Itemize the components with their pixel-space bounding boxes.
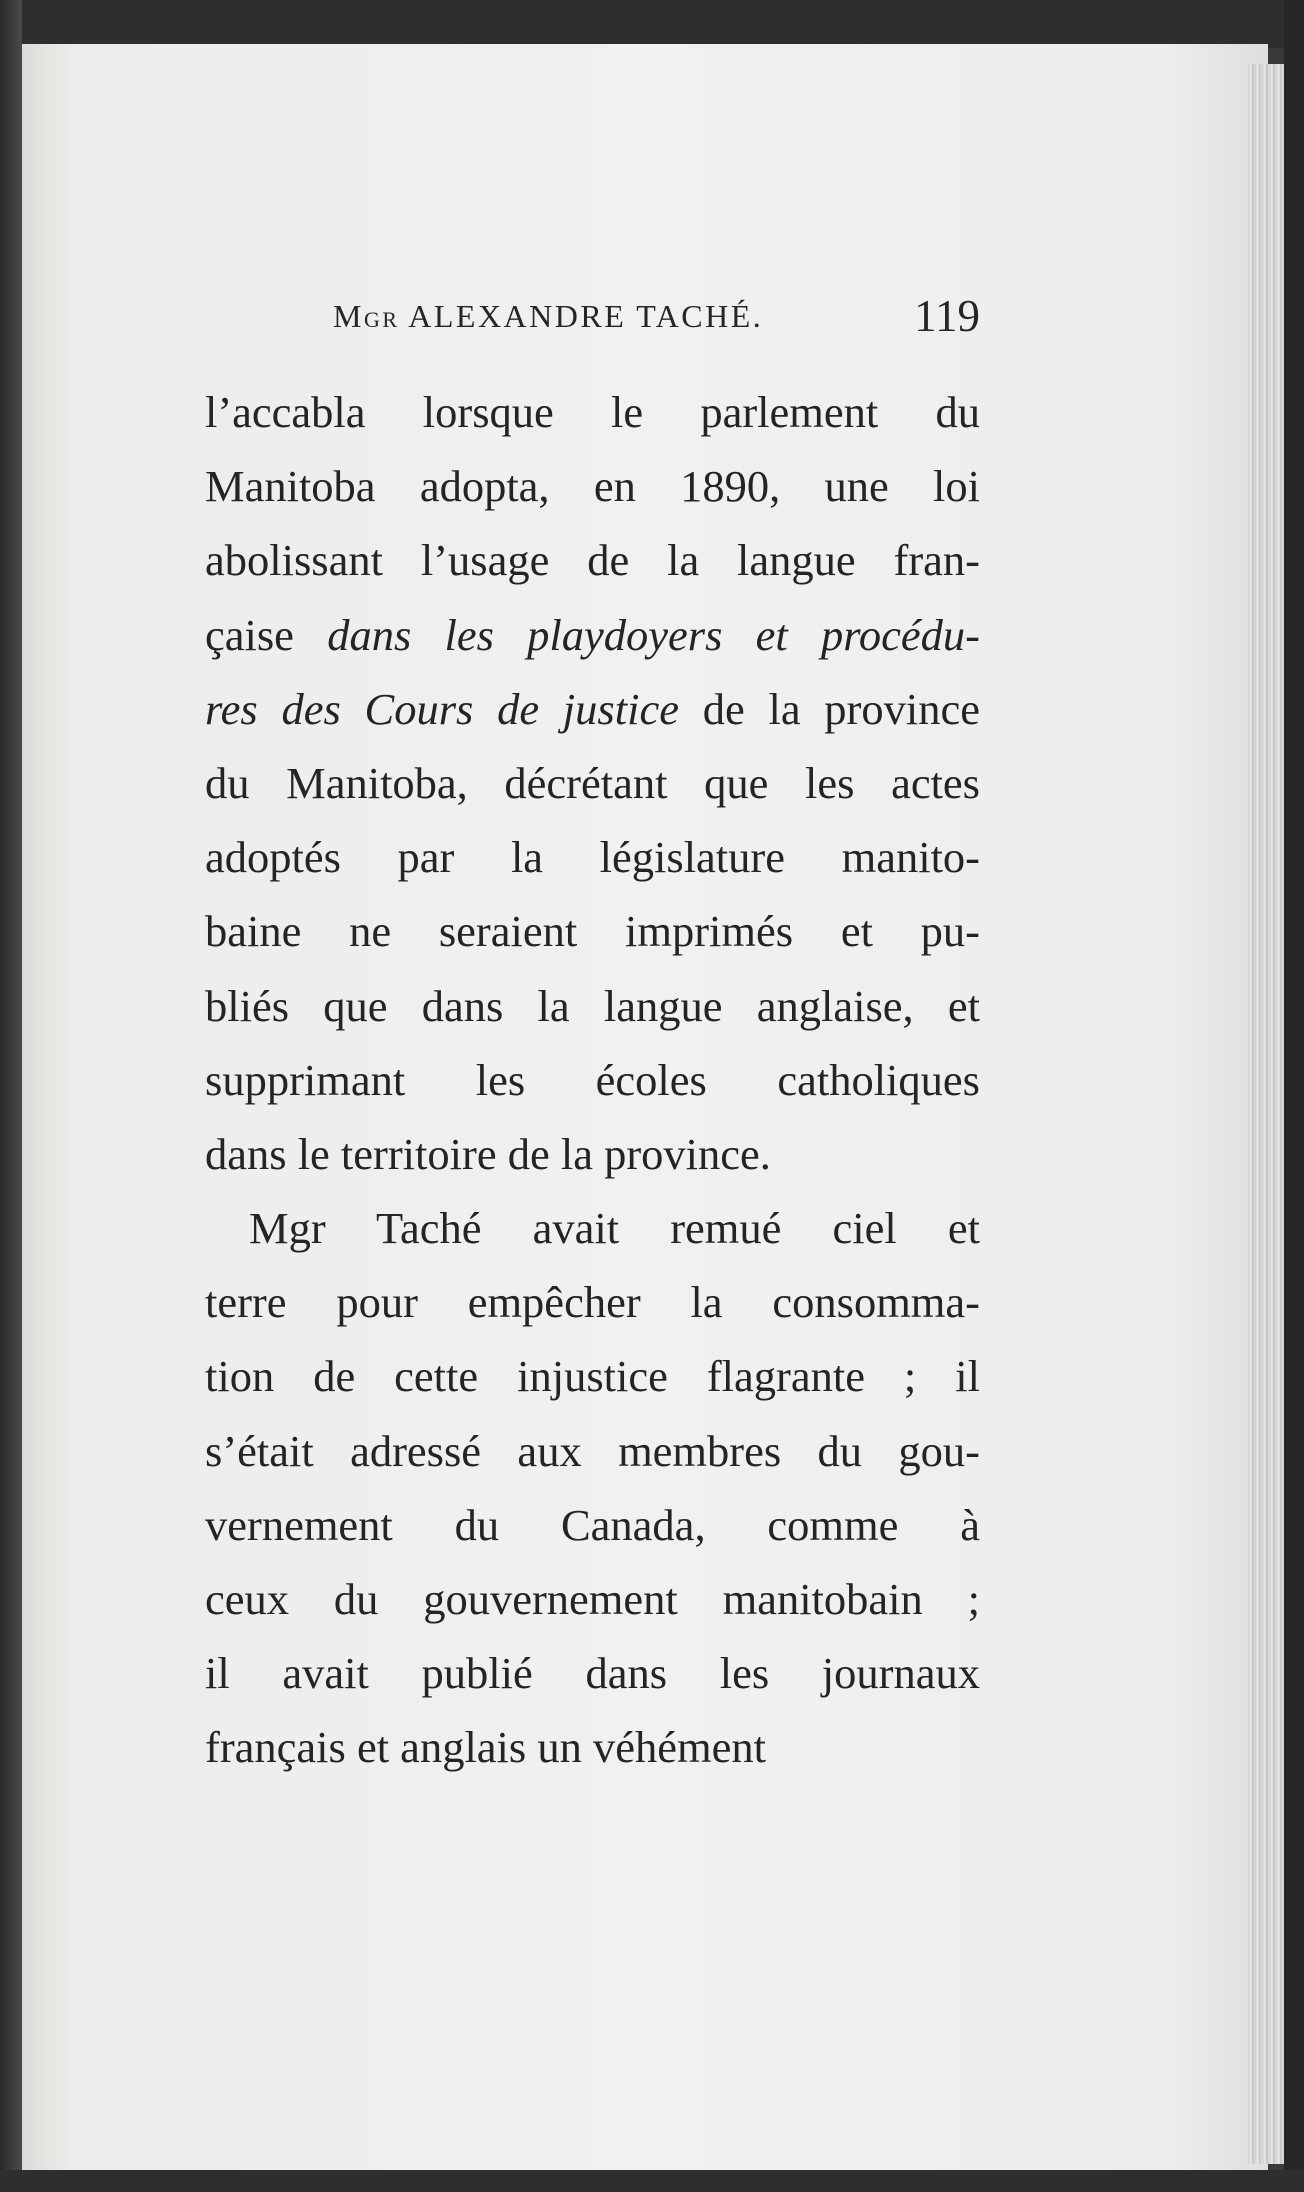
text-line [205,1562,980,1636]
text-line [205,1414,980,1488]
text-line [205,375,980,449]
paragraph [205,1191,980,1785]
scan-border-left [0,0,22,2192]
text-segment: français et anglais un véhément [205,1722,766,1773]
scan-border-top [0,0,1304,48]
text-line [205,1488,980,1562]
text-line [205,746,980,820]
text-segment: l’accabla lorsque le parlement du [205,387,980,437]
text-line [205,1117,980,1191]
text-line [205,1710,980,1784]
page-edge-stack [1248,64,1284,2164]
paragraph [205,375,980,1191]
text-segment: tion de cette injustice flagrante ; il [205,1351,980,1402]
text-line [205,598,980,672]
page-number: 119 [914,291,980,341]
text-segment: baine ne seraient imprimés et pu- [205,906,980,957]
page-header [205,290,980,350]
text-line [205,672,980,746]
text-segment: s’était adressé aux membres du gou- [205,1425,980,1476]
text-segment: adoptés par la législature manito- [205,832,980,883]
text-line [205,1636,980,1710]
text-segment: çaise [205,609,328,660]
text-segment: supprimant les écoles catholiques [205,1054,980,1105]
italic-text: dans les playdoyers et procédu- [327,609,981,660]
text-line [205,1043,980,1117]
scan-border-right [1284,0,1304,2192]
text-segment: Manitoba adopta, en 1890, une loi [205,461,980,512]
text-line [205,523,980,597]
running-head: Mgr ALEXANDRE TACHÉ. [333,298,764,334]
text-segment: vernement du Canada, comme à [205,1499,980,1550]
scan-border-bottom [0,2170,1304,2192]
text-segment: terre pour empêcher la consomma- [205,1277,980,1328]
text-line [205,1191,980,1265]
text-line [205,894,980,968]
text-segment: ceux du gouvernement manitobain ; [205,1574,980,1624]
text-segment: du Manitoba, décrétant que les actes [205,757,980,808]
text-line [205,449,980,523]
text-segment: bliés que dans la langue anglaise, et [205,980,980,1031]
text-line [205,969,980,1043]
text-segment: de la province [678,683,980,734]
text-line [205,1265,980,1339]
text-segment: dans le territoire de la province. [205,1128,771,1179]
text-line [205,820,980,894]
body-text [205,375,980,1785]
italic-text: res des Cours de justice [205,683,679,734]
text-segment: abolissant l’usage de la langue fran- [205,535,980,586]
text-segment: il avait publié dans les journaux [205,1648,980,1699]
text-line [205,1339,980,1413]
text-segment: Mgr Taché avait remué ciel et [249,1203,980,1254]
